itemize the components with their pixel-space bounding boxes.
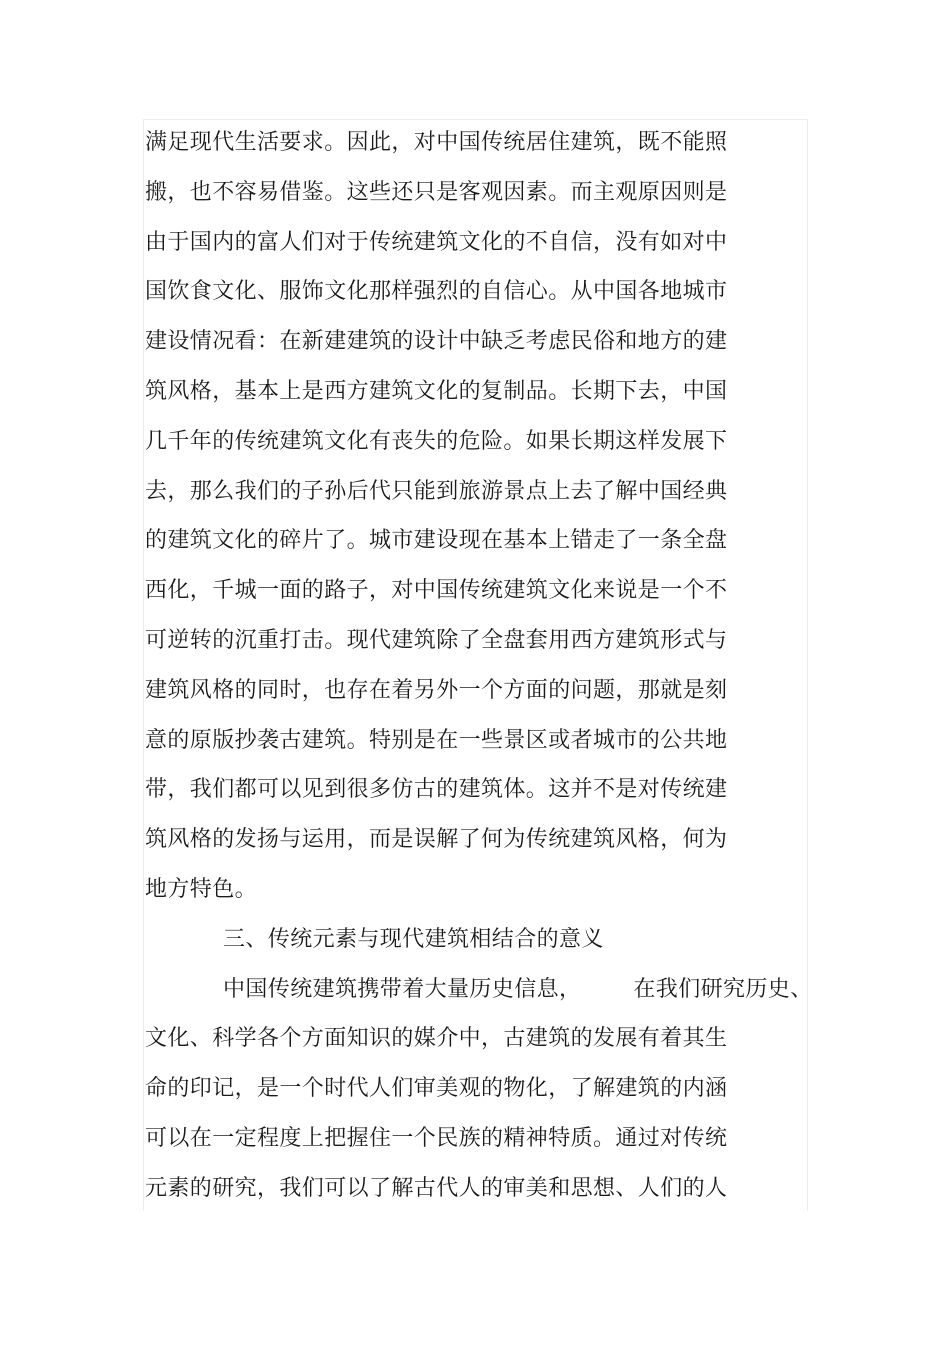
text-line: 元素的研究，我们可以了解古代人的审美和思想、人们的人 bbox=[145, 1175, 728, 1201]
text-line: 满足现代生活要求。因此，对中国传统居住建筑，既不能照 bbox=[145, 130, 728, 155]
text-line: 由于国内的富人们对于传统建筑文化的不自信，没有如对中 bbox=[145, 229, 728, 255]
paragraph-first-line-part-a: 中国传统建筑携带着大量历史信息， bbox=[223, 976, 582, 1002]
body-text bbox=[145, 118, 815, 1214]
paragraph-first-line bbox=[145, 965, 815, 1015]
text-line: 意的原版抄袭古建筑。特别是在一些景区或者城市的公共地 bbox=[145, 727, 728, 753]
text-line: 带，我们都可以见到很多仿古的建筑体。这并不是对传统建 bbox=[145, 777, 728, 803]
text-line: 命的印记，是一个时代人们审美观的物化，了解建筑的内涵 bbox=[145, 1076, 728, 1102]
text-line: 建筑风格的同时，也存在着另外一个方面的问题，那就是刻 bbox=[145, 677, 728, 703]
text-line: 几千年的传统建筑文化有丧失的危险。如果长期这样发展下 bbox=[145, 428, 728, 454]
text-line: 去，那么我们的子孙后代只能到旅游景点上去了解中国经典 bbox=[145, 478, 728, 504]
text-line: 筑风格的发扬与运用，而是误解了何为传统建筑风格，何为 bbox=[145, 827, 728, 853]
text-line: 地方特色。 bbox=[145, 876, 258, 902]
text-line: 建设情况看：在新建建筑的设计中缺乏考虑民俗和地方的建 bbox=[145, 329, 728, 355]
text-line: 搬，也不容易借鉴。这些还只是客观因素。而主观原因则是 bbox=[145, 179, 728, 205]
text-line: 筑风格，基本上是西方建筑文化的复制品。长期下去，中国 bbox=[145, 378, 728, 404]
page-frame-left bbox=[143, 119, 144, 1211]
paragraph-first-line-part-b: 在我们研究历史、 bbox=[633, 976, 813, 1002]
text-line: 可以在一定程度上把握住一个民族的精神特质。通过对传统 bbox=[145, 1125, 728, 1151]
text-line: 国饮食文化、服饰文化那样强烈的自信心。从中国各地城市 bbox=[145, 279, 728, 305]
text-line: 的建筑文化的碎片了。城市建设现在基本上错走了一条全盘 bbox=[145, 528, 728, 554]
text-line: 可逆转的沉重打击。现代建筑除了全盘套用西方建筑形式与 bbox=[145, 627, 728, 653]
section-heading: 三、传统元素与现代建筑相结合的意义 bbox=[223, 926, 604, 952]
text-line: 西化，千城一面的路子，对中国传统建筑文化来说是一个不 bbox=[145, 578, 728, 604]
text-line: 文化、科学各个方面知识的媒介中，古建筑的发展有着其生 bbox=[145, 1026, 728, 1052]
